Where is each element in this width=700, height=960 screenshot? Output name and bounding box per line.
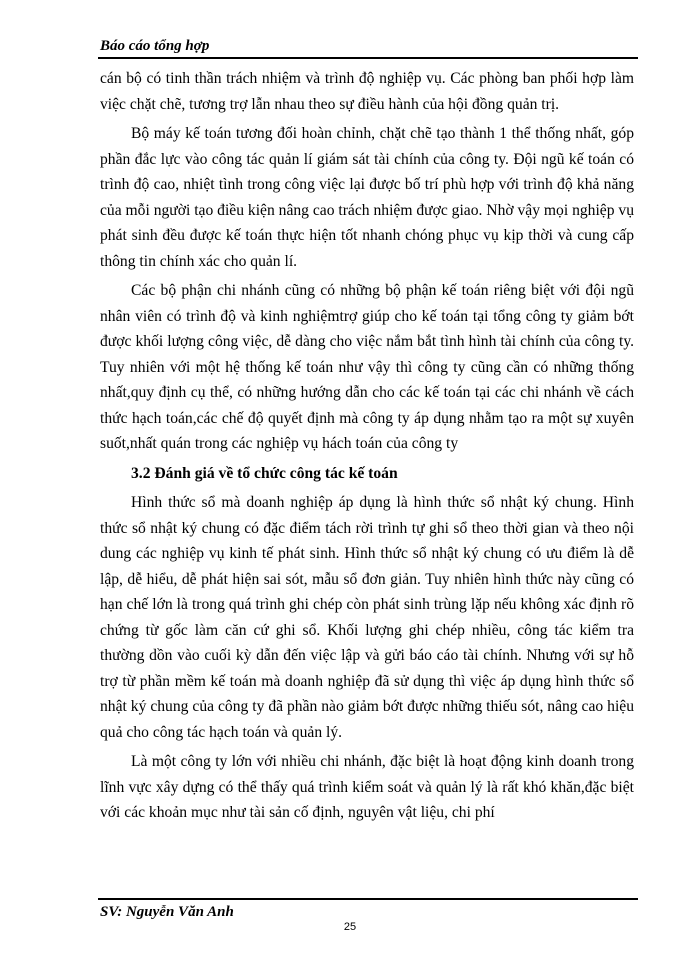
- page-number: 25: [343, 921, 357, 933]
- section-heading: 3.2 Đánh giá về tổ chức công tác kế toán: [131, 464, 398, 482]
- paragraph-4: Hình thức sổ mà doanh nghiệp áp dụng là hình thức sổ nhật ký chung. Hình thức sổ nhật ký chung có đặc điểm tách rời trình tự ghi sổ theo thời gian và theo nội dung các nghiệp vụ kinh tế phát sinh. Hình thức sổ nhật ký chung có ưu điểm là dễ lập, dễ hiểu, dễ phát hiện sai sót, mẫu sổ đơn giản. Tuy nhiên hình thức này cũng có hạn chế lớn là trong quá trình ghi chép còn phát sinh trùng lặp nếu không xác định rõ chứng từ gốc làm căn cứ ghi sổ. Khối lượng ghi chép nhiều, công tác kiểm tra thường dồn vào cuối kỳ dẫn đến việc lập và gửi báo cáo tài chính. Nhưng với sự hỗ trợ từ phần mềm kế toán mà doanh nghiệp đã sử dụng thì việc áp dụng hình thức sổ nhật ký chung của công ty đã phần nào giảm bớt được những thiếu sót, nâng cao hiệu quả cho công tác hạch toán và quản lý.: [100, 494, 634, 741]
- header-rule: [98, 57, 638, 59]
- document-body: [100, 66, 634, 830]
- header-title: Báo cáo tổng hợp: [100, 38, 210, 54]
- paragraph-1: cán bộ có tinh thần trách nhiệm và trình độ nghiệp vụ. Các phòng ban phối hợp làm việc chặt chẽ, tương trợ lẫn nhau theo sự điều hành của hội đồng quản trị.: [100, 70, 634, 113]
- paragraph-5: Là một công ty lớn với nhiều chi nhánh, đặc biệt là hoạt động kinh doanh trong lĩnh vực xây dựng có thể thấy quá trình kiểm soát và quản lý là rất khó khăn,đặc biệt với các khoản mục như tài sản cố định, nguyên vật liệu, chi phí: [100, 753, 634, 821]
- footer-author: SV: Nguyễn Văn Anh: [100, 904, 234, 920]
- paragraph-3: Các bộ phận chi nhánh cũng có những bộ phận kế toán riêng biệt với đội ngũ nhân viên có trình độ và kinh nghiệmtrợ giúp cho kế toán tại tổng công ty giảm bớt được khối lượng công việc, dễ dàng cho việc nắm bắt tình hình tài chính của công ty. Tuy nhiên với một hệ thống kế toán như vậy thì công ty cũng cần có những thống nhất,quy định cụ thể, có những hướng dẫn cho các kế toán tại các chi nhánh về cách thức hạch toán,các chế độ quyết định mà công ty áp dụng nhằm tạo ra một sự xuyên suốt,nhất quán trong các nghiệp vụ hách toán của công ty: [100, 282, 634, 452]
- paragraph-2: Bộ máy kế toán tương đối hoàn chỉnh, chặt chẽ tạo thành 1 thể thống nhất, góp phần đắc lực vào công tác quản lí giám sát tài chính của công ty. Đội ngũ kế toán có trình độ cao, nhiệt tình trong công việc lại được bố trí phù hợp với trình độ khả năng của mỗi người tạo điều kiện nâng cao trách nhiệm được giao. Nhờ vậy mọi nghiệp vụ phát sinh đều được kế toán thực hiện tốt nhanh chóng phục vụ kịp thời và cung cấp thông tin chính xác cho quản lí.: [100, 125, 635, 270]
- footer-rule: [98, 898, 638, 900]
